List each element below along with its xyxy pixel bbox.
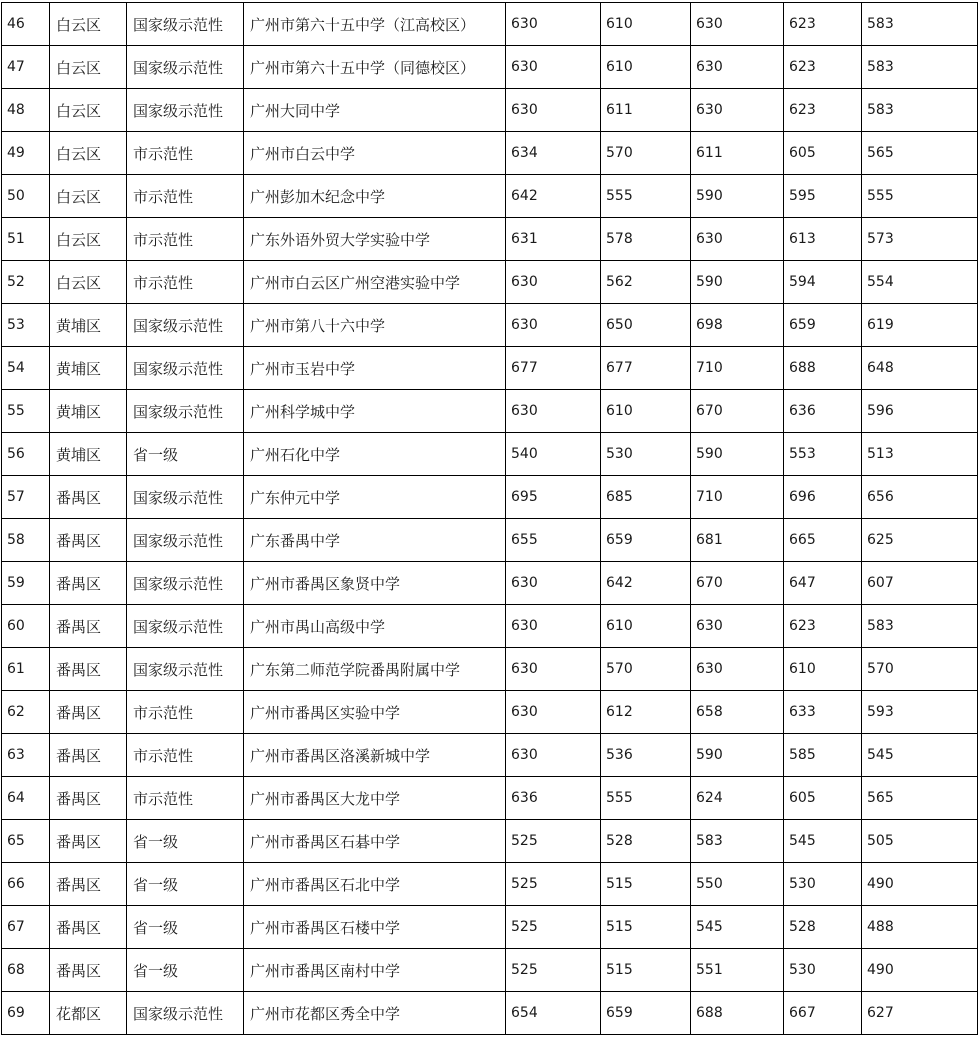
table-row: [2, 261, 978, 304]
cell-row-number: 48: [2, 89, 50, 132]
cell-score-2: 610: [601, 46, 691, 89]
cell-score-3: 590: [691, 261, 784, 304]
cell-school-level: 市示范性: [127, 734, 244, 777]
cell-school-level: 国家级示范性: [127, 390, 244, 433]
cell-district: 番禺区: [50, 734, 127, 777]
cell-score-5: 593: [862, 691, 978, 734]
table-row: [2, 304, 978, 347]
cell-score-2: 578: [601, 218, 691, 261]
table-row: [2, 863, 978, 906]
cell-score-4: 595: [784, 175, 862, 218]
cell-school-name: 广州市白云区广州空港实验中学: [244, 261, 506, 304]
cell-score-2: 610: [601, 390, 691, 433]
cell-score-1: 630: [506, 691, 601, 734]
cell-score-2: 515: [601, 906, 691, 949]
cell-score-2: 659: [601, 519, 691, 562]
cell-score-4: 528: [784, 906, 862, 949]
cell-score-4: 610: [784, 648, 862, 691]
cell-score-1: 695: [506, 476, 601, 519]
cell-school-name: 广州科学城中学: [244, 390, 506, 433]
cell-score-4: 667: [784, 992, 862, 1035]
table-row: [2, 519, 978, 562]
cell-row-number: 67: [2, 906, 50, 949]
cell-row-number: 61: [2, 648, 50, 691]
cell-score-2: 611: [601, 89, 691, 132]
cell-score-4: 623: [784, 3, 862, 46]
cell-score-1: 630: [506, 304, 601, 347]
cell-score-5: 583: [862, 46, 978, 89]
cell-school-name: 广州市第六十五中学（江高校区）: [244, 3, 506, 46]
table-row: [2, 175, 978, 218]
cell-school-level: 市示范性: [127, 175, 244, 218]
table-row: [2, 992, 978, 1035]
cell-score-3: 550: [691, 863, 784, 906]
cell-score-1: 525: [506, 906, 601, 949]
cell-score-2: 530: [601, 433, 691, 476]
cell-score-5: 619: [862, 304, 978, 347]
cell-score-1: 525: [506, 863, 601, 906]
cell-row-number: 54: [2, 347, 50, 390]
cell-score-2: 612: [601, 691, 691, 734]
cell-school-level: 省一级: [127, 906, 244, 949]
cell-row-number: 57: [2, 476, 50, 519]
table-row: [2, 734, 978, 777]
cell-score-4: 623: [784, 46, 862, 89]
cell-score-3: 630: [691, 46, 784, 89]
cell-score-5: 583: [862, 605, 978, 648]
cell-school-level: 市示范性: [127, 132, 244, 175]
cell-score-5: 565: [862, 132, 978, 175]
cell-score-3: 630: [691, 605, 784, 648]
cell-school-level: 省一级: [127, 949, 244, 992]
cell-school-level: 国家级示范性: [127, 992, 244, 1035]
cell-score-1: 655: [506, 519, 601, 562]
cell-score-2: 515: [601, 949, 691, 992]
cell-district: 白云区: [50, 175, 127, 218]
cell-district: 白云区: [50, 46, 127, 89]
cell-district: 白云区: [50, 132, 127, 175]
cell-score-5: 488: [862, 906, 978, 949]
cell-school-name: 广州市第八十六中学: [244, 304, 506, 347]
cell-score-2: 685: [601, 476, 691, 519]
cell-score-2: 677: [601, 347, 691, 390]
table-row: [2, 46, 978, 89]
cell-score-5: 570: [862, 648, 978, 691]
table-row: [2, 433, 978, 476]
cell-school-level: 国家级示范性: [127, 89, 244, 132]
table-row: [2, 820, 978, 863]
score-table: [1, 2, 978, 1035]
cell-district: 番禺区: [50, 519, 127, 562]
cell-score-5: 583: [862, 3, 978, 46]
cell-district: 黄埔区: [50, 304, 127, 347]
cell-score-4: 613: [784, 218, 862, 261]
cell-school-level: 省一级: [127, 433, 244, 476]
cell-score-3: 688: [691, 992, 784, 1035]
cell-score-1: 630: [506, 734, 601, 777]
cell-row-number: 66: [2, 863, 50, 906]
cell-score-4: 553: [784, 433, 862, 476]
cell-score-1: 654: [506, 992, 601, 1035]
cell-score-1: 636: [506, 777, 601, 820]
cell-district: 番禺区: [50, 476, 127, 519]
cell-score-2: 659: [601, 992, 691, 1035]
cell-district: 番禺区: [50, 949, 127, 992]
cell-score-5: 596: [862, 390, 978, 433]
cell-school-level: 国家级示范性: [127, 3, 244, 46]
table-row: [2, 476, 978, 519]
cell-district: 番禺区: [50, 906, 127, 949]
cell-school-name: 广州大同中学: [244, 89, 506, 132]
cell-score-5: 648: [862, 347, 978, 390]
cell-score-3: 611: [691, 132, 784, 175]
cell-district: 黄埔区: [50, 347, 127, 390]
cell-district: 番禺区: [50, 562, 127, 605]
cell-row-number: 56: [2, 433, 50, 476]
cell-score-5: 627: [862, 992, 978, 1035]
table-row: [2, 390, 978, 433]
cell-score-3: 670: [691, 562, 784, 605]
cell-school-name: 广州市番禺区实验中学: [244, 691, 506, 734]
cell-row-number: 51: [2, 218, 50, 261]
cell-district: 花都区: [50, 992, 127, 1035]
cell-score-2: 650: [601, 304, 691, 347]
table-row: [2, 132, 978, 175]
cell-score-5: 583: [862, 89, 978, 132]
cell-score-3: 630: [691, 3, 784, 46]
cell-score-5: 656: [862, 476, 978, 519]
cell-score-3: 710: [691, 476, 784, 519]
cell-score-1: 525: [506, 949, 601, 992]
cell-score-2: 536: [601, 734, 691, 777]
cell-school-name: 广州市番禺区南村中学: [244, 949, 506, 992]
cell-score-3: 681: [691, 519, 784, 562]
cell-school-level: 国家级示范性: [127, 605, 244, 648]
cell-score-2: 610: [601, 605, 691, 648]
cell-row-number: 69: [2, 992, 50, 1035]
cell-score-5: 490: [862, 863, 978, 906]
cell-row-number: 65: [2, 820, 50, 863]
cell-district: 番禺区: [50, 605, 127, 648]
cell-school-level: 省一级: [127, 863, 244, 906]
cell-row-number: 52: [2, 261, 50, 304]
cell-district: 番禺区: [50, 648, 127, 691]
cell-score-1: 630: [506, 390, 601, 433]
cell-school-name: 广东第二师范学院番禺附属中学: [244, 648, 506, 691]
cell-school-level: 市示范性: [127, 691, 244, 734]
cell-row-number: 63: [2, 734, 50, 777]
cell-score-3: 698: [691, 304, 784, 347]
cell-score-3: 551: [691, 949, 784, 992]
cell-score-5: 505: [862, 820, 978, 863]
cell-school-name: 广州市番禺区石北中学: [244, 863, 506, 906]
cell-row-number: 58: [2, 519, 50, 562]
cell-score-1: 631: [506, 218, 601, 261]
cell-district: 黄埔区: [50, 390, 127, 433]
cell-district: 白云区: [50, 261, 127, 304]
cell-score-5: 555: [862, 175, 978, 218]
cell-score-3: 590: [691, 175, 784, 218]
cell-score-1: 630: [506, 261, 601, 304]
cell-row-number: 59: [2, 562, 50, 605]
cell-school-name: 广州市第六十五中学（同德校区）: [244, 46, 506, 89]
cell-school-level: 国家级示范性: [127, 304, 244, 347]
cell-score-2: 528: [601, 820, 691, 863]
cell-score-5: 513: [862, 433, 978, 476]
cell-district: 白云区: [50, 89, 127, 132]
cell-score-1: 540: [506, 433, 601, 476]
cell-score-2: 642: [601, 562, 691, 605]
cell-score-2: 570: [601, 648, 691, 691]
cell-score-4: 659: [784, 304, 862, 347]
cell-score-3: 624: [691, 777, 784, 820]
cell-row-number: 64: [2, 777, 50, 820]
cell-score-4: 605: [784, 132, 862, 175]
cell-row-number: 49: [2, 132, 50, 175]
cell-score-4: 545: [784, 820, 862, 863]
cell-score-4: 636: [784, 390, 862, 433]
cell-score-5: 565: [862, 777, 978, 820]
cell-score-1: 634: [506, 132, 601, 175]
cell-school-level: 国家级示范性: [127, 476, 244, 519]
cell-school-level: 国家级示范性: [127, 562, 244, 605]
cell-district: 番禺区: [50, 777, 127, 820]
table-row: [2, 218, 978, 261]
cell-score-4: 623: [784, 605, 862, 648]
table-row: [2, 347, 978, 390]
cell-school-level: 市示范性: [127, 218, 244, 261]
cell-school-name: 广东仲元中学: [244, 476, 506, 519]
cell-score-3: 630: [691, 89, 784, 132]
table-row: [2, 777, 978, 820]
cell-score-3: 630: [691, 648, 784, 691]
cell-score-2: 562: [601, 261, 691, 304]
cell-row-number: 53: [2, 304, 50, 347]
cell-score-4: 688: [784, 347, 862, 390]
cell-school-level: 市示范性: [127, 261, 244, 304]
cell-score-3: 545: [691, 906, 784, 949]
cell-row-number: 50: [2, 175, 50, 218]
cell-score-4: 633: [784, 691, 862, 734]
cell-score-4: 647: [784, 562, 862, 605]
cell-school-name: 广州市玉岩中学: [244, 347, 506, 390]
cell-score-1: 630: [506, 46, 601, 89]
cell-district: 黄埔区: [50, 433, 127, 476]
cell-row-number: 60: [2, 605, 50, 648]
cell-score-4: 696: [784, 476, 862, 519]
cell-school-name: 广州市禺山高级中学: [244, 605, 506, 648]
cell-district: 白云区: [50, 218, 127, 261]
table-row: [2, 949, 978, 992]
cell-score-1: 630: [506, 648, 601, 691]
cell-score-4: 605: [784, 777, 862, 820]
cell-school-name: 广州市番禺区洛溪新城中学: [244, 734, 506, 777]
cell-score-5: 490: [862, 949, 978, 992]
cell-score-2: 555: [601, 777, 691, 820]
cell-district: 番禺区: [50, 691, 127, 734]
cell-score-1: 642: [506, 175, 601, 218]
cell-score-5: 573: [862, 218, 978, 261]
cell-score-2: 515: [601, 863, 691, 906]
table-row: [2, 89, 978, 132]
cell-score-1: 630: [506, 562, 601, 605]
cell-row-number: 47: [2, 46, 50, 89]
cell-score-3: 658: [691, 691, 784, 734]
cell-score-1: 525: [506, 820, 601, 863]
cell-district: 番禺区: [50, 863, 127, 906]
cell-school-name: 广东番禺中学: [244, 519, 506, 562]
cell-school-name: 广东外语外贸大学实验中学: [244, 218, 506, 261]
cell-score-4: 665: [784, 519, 862, 562]
cell-score-1: 630: [506, 605, 601, 648]
cell-score-4: 585: [784, 734, 862, 777]
cell-row-number: 46: [2, 3, 50, 46]
table-row: [2, 691, 978, 734]
cell-school-name: 广州市花都区秀全中学: [244, 992, 506, 1035]
cell-score-4: 594: [784, 261, 862, 304]
cell-score-4: 530: [784, 949, 862, 992]
cell-score-5: 625: [862, 519, 978, 562]
cell-row-number: 68: [2, 949, 50, 992]
cell-score-3: 630: [691, 218, 784, 261]
cell-school-name: 广州石化中学: [244, 433, 506, 476]
table-row: [2, 3, 978, 46]
table-row: [2, 648, 978, 691]
cell-score-2: 610: [601, 3, 691, 46]
cell-score-3: 590: [691, 734, 784, 777]
cell-school-name: 广州市番禺区象贤中学: [244, 562, 506, 605]
cell-row-number: 62: [2, 691, 50, 734]
cell-score-1: 630: [506, 3, 601, 46]
cell-school-level: 国家级示范性: [127, 648, 244, 691]
cell-school-level: 国家级示范性: [127, 46, 244, 89]
cell-row-number: 55: [2, 390, 50, 433]
cell-score-4: 530: [784, 863, 862, 906]
cell-school-name: 广州市番禺区石碁中学: [244, 820, 506, 863]
cell-score-3: 670: [691, 390, 784, 433]
cell-score-1: 677: [506, 347, 601, 390]
cell-score-5: 607: [862, 562, 978, 605]
cell-district: 番禺区: [50, 820, 127, 863]
cell-score-5: 545: [862, 734, 978, 777]
cell-score-3: 590: [691, 433, 784, 476]
cell-school-name: 广州彭加木纪念中学: [244, 175, 506, 218]
table-body: [2, 3, 978, 1035]
cell-school-name: 广州市白云中学: [244, 132, 506, 175]
cell-score-3: 710: [691, 347, 784, 390]
cell-school-level: 省一级: [127, 820, 244, 863]
table-row: [2, 562, 978, 605]
cell-score-1: 630: [506, 89, 601, 132]
cell-school-name: 广州市番禺区石楼中学: [244, 906, 506, 949]
table-row: [2, 906, 978, 949]
cell-score-2: 555: [601, 175, 691, 218]
cell-score-3: 583: [691, 820, 784, 863]
cell-school-level: 国家级示范性: [127, 347, 244, 390]
cell-district: 白云区: [50, 3, 127, 46]
cell-score-2: 570: [601, 132, 691, 175]
table-row: [2, 605, 978, 648]
cell-school-level: 市示范性: [127, 777, 244, 820]
cell-score-4: 623: [784, 89, 862, 132]
cell-score-5: 554: [862, 261, 978, 304]
cell-school-level: 国家级示范性: [127, 519, 244, 562]
cell-school-name: 广州市番禺区大龙中学: [244, 777, 506, 820]
